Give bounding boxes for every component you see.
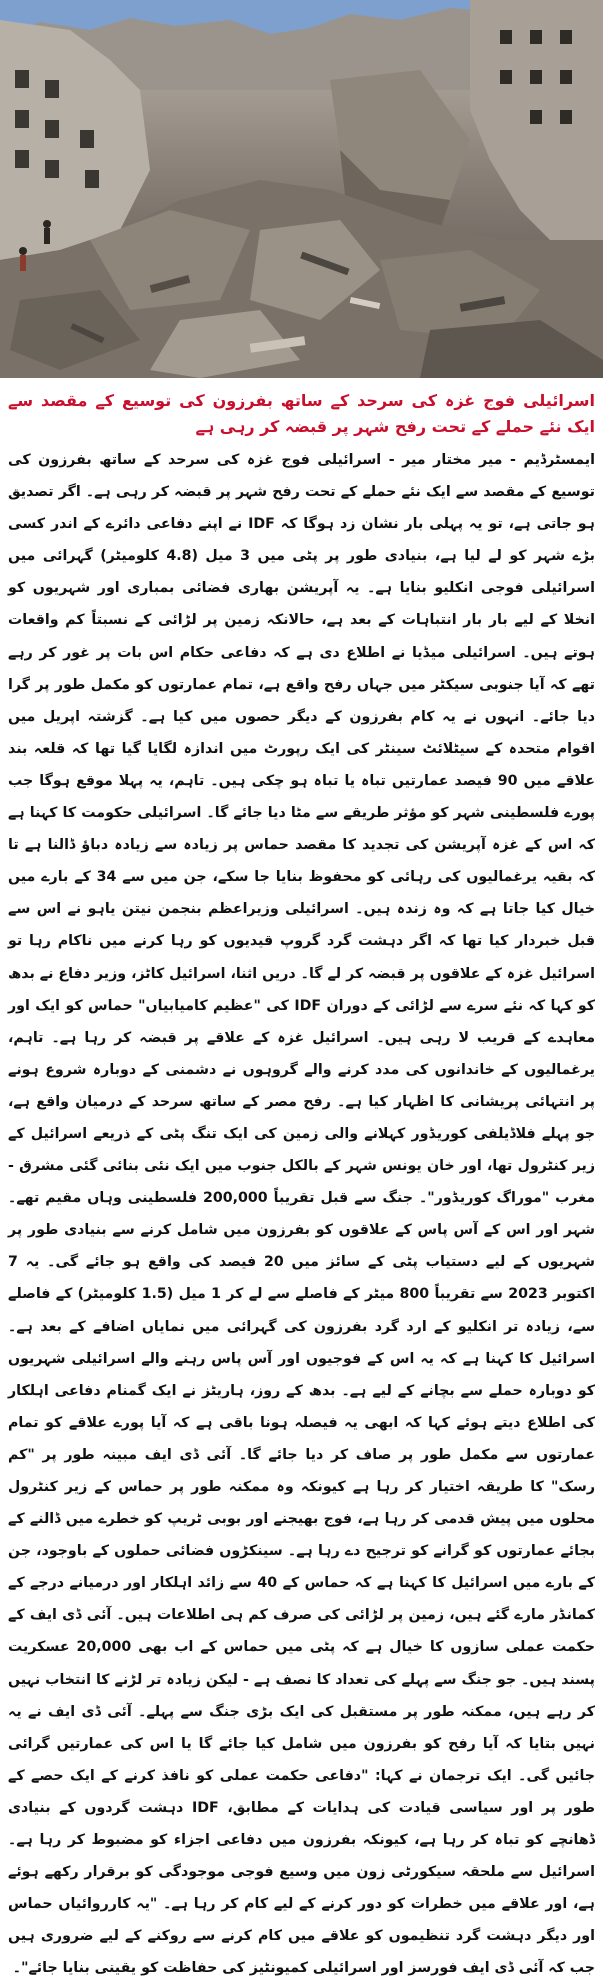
destroyed-buildings-icon bbox=[0, 0, 603, 378]
article-headline: اسرائیلی فوج غزہ کی سرحد کے ساتھ بفرزون کی توسیع کے مقصد سے ایک نئے حملے کے تحت رفح شہر پر قبضہ کر رہی ہے bbox=[8, 391, 595, 436]
article bbox=[0, 378, 603, 1985]
article-body: ایمسٹرڈیم - میر مختار میر - اسرائیلی فوج غزہ کی سرحد کے ساتھ بفرزون کی توسیع کے مقصد سے ایک نئے حملے کے تحت رفح شہر پر قبضہ کر رہی ہے۔ اگر تصدیق ہو جاتی ہے، تو یہ پہلی بار نشان زد ہوگا کہ IDF نے اپنے دفاعی دائرے کے اندر کسی بڑے شہر کو لے لیا ہے، بنیادی طور پر پٹی میں 3 میل (4.8 کلومیٹر) گہرائی میں اسرائیلی فوجی انکلیو بنایا ہے۔ یہ آپریشن بھاری فضائی بمباری اور شہریوں کو انخلا کے لیے بار بار انتباہات کے بعد ہے، حالانکہ زمین پر لڑائی کے نسبتاً کم واقعات ہوتے ہیں۔ اسرائیلی میڈیا نے اطلاع دی ہے کہ دفاعی حکام اس بات پر غور کر رہے تھے کہ آیا جنوبی سیکٹر میں جہاں رفح واقع ہے، تمام عمارتوں کو مکمل طور پر گرا دیا جائے۔ انہوں نے یہ کام بفرزون کے دیگر حصوں میں کیا ہے۔ گزشتہ اپریل میں اقوام متحدہ کے سیٹلائٹ سینٹر کی ایک رپورٹ میں اندازہ لگایا گیا تھا کہ قلعہ بند علاقے میں 90 فیصد عمارتیں تباہ یا تباہ ہو چکی ہیں۔ تاہم، یہ پہلا موقع ہوگا جب پورے فلسطینی شہر کو مؤثر طریقے سے مٹا دیا جائے گا۔ اسرائیلی حکومت کا کہنا ہے کہ اس کے غزہ آپریشن کی تجدید کا مقصد حماس پر زیادہ سے زیادہ دباؤ ڈالنا ہے تا کہ بقیہ یرغمالیوں کی رہائی کو محفوظ بنایا جا سکے، جن میں سے 34 کے بارے میں خیال کیا جاتا ہے کہ وہ زندہ ہیں۔ اسرائیلی وزیراعظم بنجمن نیتن یاہو نے اس سے قبل خبردار کیا تھا کہ اگر دہشت گرد گروپ قیدیوں کو رہا کرنے میں ناکام رہا تو اسرائیل غزہ کے علاقوں پر قبضہ کر لے گا۔ دریں اثنا، اسرائیل کاٹز، وزیر دفاع نے بدھ کو کہا کہ نئے سرے سے لڑائی کے دوران IDF کی "عظیم کامیابیاں" حماس کو ایک اور معاہدے کے قریب لا رہی ہیں۔ اسرائیل غزہ کے علاقے پر قبضہ کر رہا ہے۔ تاہم، یرغمالیوں کے خاندانوں کی مدد کرنے والے گروہوں نے دشمنی کے دوبارہ شروع ہونے پر انتہائی پریشانی کا اظہار کیا ہے۔ رفح مصر کے ساتھ سرحد کے درمیان واقع ہے، جو پہلے فلاڈیلفی کوریڈور کہلانے والی زمین کی ایک تنگ پٹی کے ذریعے اسرائیل کے زیر کنٹرول تھا، اور خان یونس شہر کے بالکل جنوب میں ایک نئی بنائی گئی مشرق - مغرب "موراگ کوریڈور"۔ جنگ سے قبل تقریباً 200,000 فلسطینی وہاں مقیم تھے۔ شہر اور اس کے آس پاس کے علاقوں کو بفرزون میں شامل کرنے سے بنیادی طور پر شہریوں کے لیے دستیاب پٹی کے سائز میں 20 فیصد کی واقع ہو جائے گی۔ یہ 7 اکتوبر 2023 سے تقریباً 800 میٹر کے فاصلے سے لے کر 1 میل (1.5 کلومیٹر) کے فاصلے سے، زیادہ تر انکلیو کے ارد گرد بفرزون کی گہرائی میں نمایاں اضافے کے بعد ہے۔ اسرائیل کا کہنا ہے کہ یہ اس کے فوجیوں اور آس پاس رہنے والے اسرائیلی شہریوں کو دوبارہ حملے سے بچانے کے لیے ہے۔ بدھ کے روز، ہاریٹز نے ایک گمنام دفاعی اہلکار کی اطلاع دیتے ہوئے کہا کہ ابھی یہ فیصلہ ہونا باقی ہے کہ آیا پورے علاقے کو تمام عمارتوں سے مکمل طور پر صاف کر دیا جائے گا۔ آئی ڈی ایف مبینہ طور پر "کم رسک" کا طریقہ اختیار کر رہا ہے کیونکہ وہ ممکنہ طور پر حماس کے زیر کنٹرول محلوں میں پیش قدمی کر رہا ہے، فوج بھیجنے اور بوبی ٹریپ کو خطرے میں ڈالنے کے بجائے عمارتوں کو گرانے کو ترجیح دے رہا ہے۔ سینکڑوں فضائی حملوں کے باوجود، جن کے بارے میں اسرائیل کا کہنا ہے کہ حماس کے 40 سے زائد اہلکار اور درمیانے درجے کے کمانڈر مارے گئے ہیں، زمین پر لڑائی کی صرف کم ہی اطلاعات ہیں۔ آئی ڈی ایف کے حکمت عملی سازوں کا خیال ہے کہ پٹی میں حماس کے اب بھی 20,000 عسکریت پسند ہیں۔ جو جنگ سے پہلے کی تعداد کا نصف ہے - لیکن زیادہ تر لڑنے کا انتخاب نہیں کر رہے ہیں، ممکنہ طور پر مستقبل کی ایک بڑی جنگ سے پہلے۔ آئی ڈی ایف نے یہ نہیں بتایا کہ آیا رفح کو بفرزون میں شامل کیا جائے گا یا اس کی عمارتیں گرائی جائیں گی۔ ایک ترجمان نے کہا: "دفاعی حکمت عملی کو نافذ کرنے کے ایک حصے کے طور پر اور سیاسی قیادت کی ہدایات کے مطابق، IDF دہشت گردوں کے بنیادی ڈھانچے کو تباہ کر رہا ہے، کیونکہ بفرزون میں دفاعی اجزاء کو مضبوط کر رہا ہے۔ اسرائیل سے ملحقہ سیکورٹی زون میں وسیع فوجی موجودگی کو برقرار رکھے ہوئے ہے، اور علاقے میں خطرات کو دور کرنے کے لیے کام کر رہا ہے۔ "یہ کارروائیاں حماس اور دیگر دہشت گرد تنظیموں کو علاقے میں کام کرنے سے روکنے کے لیے ضروری ہیں جب کہ آئی ڈی ایف فورسز اور اسرائیلی کمیونٹیز کی حفاظت کو یقینی بنایا جائے"۔ bbox=[8, 452, 596, 1977]
news-photo bbox=[0, 0, 603, 378]
